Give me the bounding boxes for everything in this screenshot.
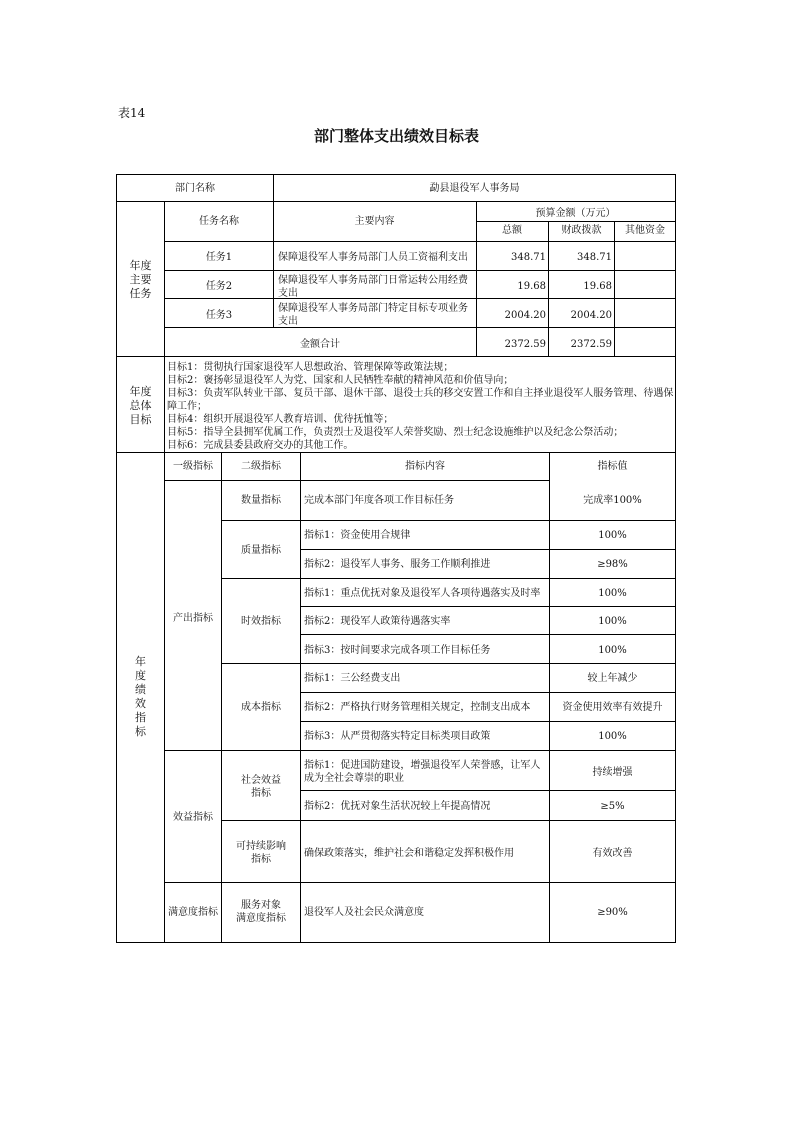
indicator-value: ≥90% (597, 907, 628, 918)
header-indicator-value: 指标值 (597, 461, 628, 472)
indicator-content: 指标1：三公经费支出 (304, 673, 401, 684)
indicator-value: 100% (598, 731, 627, 742)
indicator-value: ≥98% (597, 559, 628, 570)
table-rule (221, 663, 676, 664)
department-value: 勐县退役军人事务局 (429, 183, 520, 194)
indicator-content: 指标2：退役军人事务、服务工作顺利推进 (304, 559, 491, 570)
table-rule (164, 882, 676, 883)
header-task-name: 任务名称 (199, 216, 239, 227)
indicator-value: 有效改善 (592, 848, 633, 859)
table-rule (476, 221, 676, 222)
table-rule (221, 520, 676, 521)
level2-quantity: 数量指标 (241, 495, 281, 506)
task-fiscal: 19.68 (583, 281, 612, 292)
table-rule (300, 721, 676, 722)
header-indicator-content: 指标内容 (405, 461, 445, 472)
table-rule (300, 549, 676, 550)
indicator-value: 较上年减少 (587, 673, 638, 684)
section-indicators: 年 度 绩 效 指 标 (135, 655, 146, 738)
goal-line: 目标5：指导全县拥军优属工作，负责烈士及退役军人荣誉奖励、烈士纪念设施维护以及纪念公祭活动； (167, 427, 624, 438)
level1-benefit: 效益指标 (173, 812, 213, 823)
header-main-content: 主要内容 (354, 216, 395, 227)
table-rule (675, 174, 676, 943)
level2-service-satisfaction: 服务对象 满意度指标 (236, 900, 286, 924)
goal-line: 目标3：负责军队转业干部、复员干部、退休干部、退役士兵的移交安置工作和自主择业退役军人服务管理、待遇保 (167, 388, 674, 399)
indicator-value: 完成率100% (583, 495, 642, 506)
table-rule (116, 452, 676, 453)
table-rule (221, 578, 676, 579)
indicator-content: 退役军人及社会民众满意度 (304, 907, 424, 918)
indicator-content: 确保政策落实，维护社会和谐稳定发挥积极作用 (304, 848, 514, 859)
task-fiscal: 2004.20 (570, 310, 612, 321)
indicator-content: 指标2：优抚对象生活状况较上年提高情况 (304, 801, 491, 812)
table-rule (300, 790, 676, 791)
table-rule (221, 820, 676, 821)
indicator-value: 100% (598, 645, 627, 656)
indicator-value: 持续增强 (592, 767, 633, 778)
goal-line: 目标2：褒扬彰显退役军人为党、国家和人民牺牲奉献的精神风范和价值导向； (167, 375, 514, 386)
task-content: 保障退役军人事务局部门特定目标专项业务支出 (278, 303, 468, 327)
table-rule (614, 221, 615, 357)
section-annual-tasks: 年度 主要 任务 (129, 259, 152, 300)
goal-line: 目标4：组织开展退役军人教育培训、优待抚恤等； (167, 414, 394, 425)
table-rule (300, 452, 301, 943)
sum-total: 2372.59 (504, 339, 546, 350)
header-other: 其他资金 (625, 225, 665, 236)
level2-timeliness: 时效指标 (241, 616, 281, 627)
table-code: 表14 (118, 106, 146, 120)
section-overall-goals: 年度 总体 目标 (129, 385, 152, 426)
table-rule (164, 241, 676, 242)
table-rule (300, 606, 676, 607)
goal-line: 障工作； (167, 401, 207, 412)
level2-social: 社会效益 指标 (241, 775, 281, 799)
sum-label: 金额合计 (300, 339, 340, 350)
goal-line: 目标6：完成县委县政府交办的其他工作。 (167, 440, 354, 451)
task-content: 保障退役军人事务局部门人员工资福利支出 (278, 252, 468, 263)
task-name: 任务1 (205, 252, 233, 263)
table-rule (549, 452, 550, 943)
indicator-content: 指标3：按时间要求完成各项工作目标任务 (304, 645, 491, 656)
indicator-value: 100% (598, 588, 627, 599)
indicator-content: 指标2：现役军人政策待遇落实率 (304, 616, 451, 627)
header-level1: 一级指标 (173, 461, 213, 472)
task-fiscal: 348.71 (577, 252, 612, 263)
indicator-content: 指标3：从严贯彻落实特定目标类项目政策 (304, 731, 491, 742)
header-fiscal: 财政拨款 (561, 225, 602, 236)
task-total: 19.68 (517, 281, 546, 292)
level2-sustainable: 可持续影响 指标 (236, 841, 286, 865)
table-rule (300, 692, 676, 693)
table-rule (300, 634, 676, 635)
level2-quality: 质量指标 (241, 545, 281, 556)
table-rule (116, 174, 676, 175)
task-total: 348.71 (511, 252, 546, 263)
goal-line: 目标1：贯彻执行国家退役军人思想政治、管理保障等政策法规； (167, 362, 454, 373)
level1-satisfaction: 满意度指标 (168, 907, 218, 918)
indicator-content: 完成本部门年度各项工作目标任务 (304, 495, 454, 506)
table-rule (164, 750, 676, 751)
indicator-content: 指标1：资金使用合规律 (304, 530, 411, 541)
header-total: 总额 (502, 225, 522, 236)
page-title: 部门整体支出绩效目标表 (313, 127, 479, 145)
indicator-content: 指标2：严格执行财务管理相关规定，控制支出成本 (304, 702, 531, 713)
indicator-value: 100% (598, 530, 627, 541)
task-content: 保障退役军人事务局部门日常运转公用经费支出 (278, 275, 468, 299)
task-name: 任务2 (205, 281, 233, 292)
header-budget: 预算金额（万元） (535, 208, 616, 219)
indicator-content: 指标1：重点优抚对象及退役军人各项待遇落实及时率 (304, 588, 541, 599)
table-rule (164, 270, 676, 271)
level2-cost: 成本指标 (241, 702, 281, 713)
header-level2: 二级指标 (241, 461, 281, 472)
indicator-value: ≥5% (600, 801, 625, 812)
sum-fiscal: 2372.59 (570, 339, 612, 350)
department-label: 部门名称 (175, 183, 215, 194)
task-total: 2004.20 (504, 310, 546, 321)
table-rule (116, 942, 676, 943)
table-rule (116, 356, 676, 357)
indicator-value: 资金使用效率有效提升 (562, 702, 663, 713)
table-rule (116, 201, 676, 202)
table-rule (221, 452, 222, 943)
task-name: 任务3 (205, 310, 233, 321)
indicator-value: 100% (598, 616, 627, 627)
level1-output: 产出指标 (173, 613, 213, 624)
indicator-content: 指标1：促进国防建设，增强退役军人荣誉感，让军人成为全社会尊崇的职业 (304, 760, 541, 784)
